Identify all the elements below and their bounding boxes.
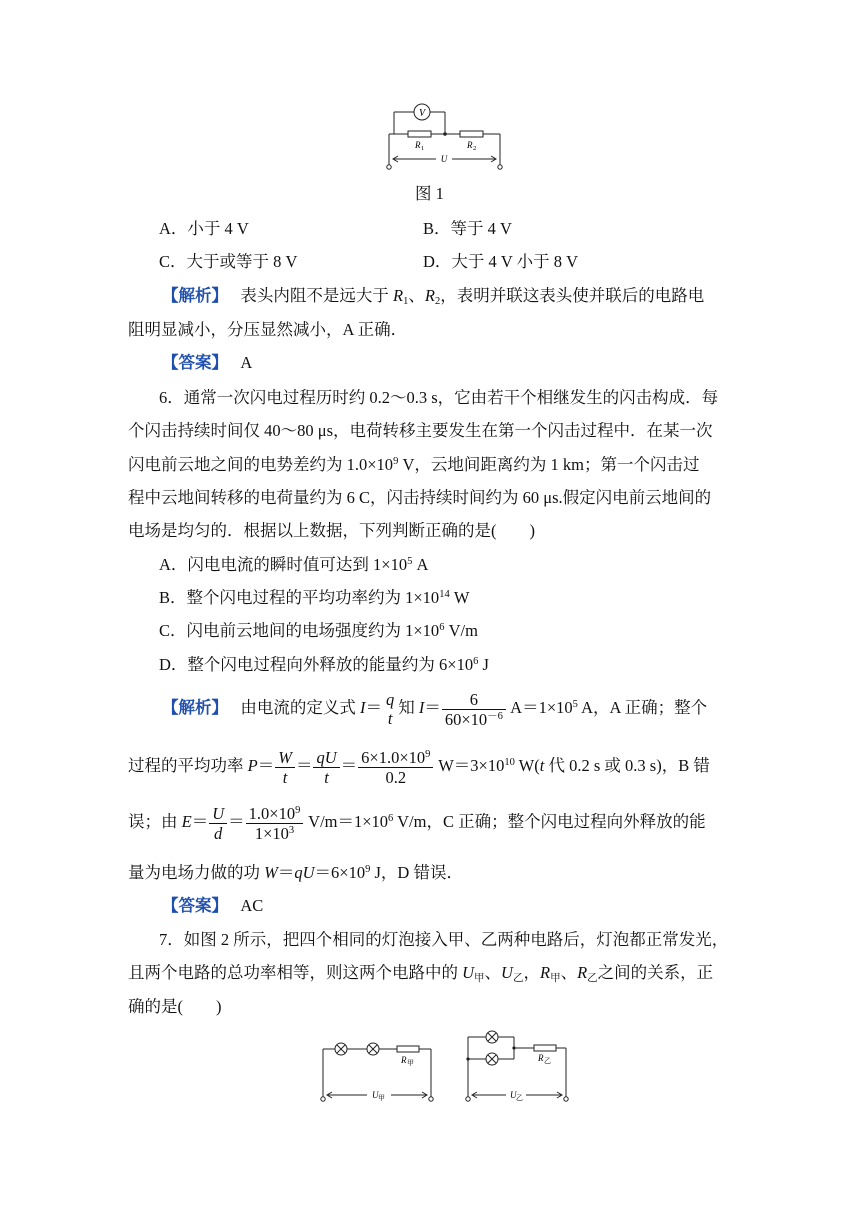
- q7-line-1: 7．如图 2 所示，把四个相同的灯泡接入甲、乙两种电路后，灯泡都正常发光，: [159, 930, 729, 949]
- answer-label: 【答案】: [162, 353, 228, 372]
- answer-value: AC: [240, 896, 264, 915]
- q6-line-3: 闪电前云地之间的电势差约为 $1.0\times 10^9$ V，云地间距离约为 1 km；第一个闪击过: [128, 455, 700, 474]
- q6-option-a: A．闪电电流的瞬时值可达到 $1\times 10^5$ A: [159, 555, 429, 574]
- figure-2-circuit-yi: [460, 1025, 575, 1107]
- analysis-label: 【解析】: [162, 286, 228, 305]
- q6-analysis-line-2: 过程的平均功率 P＝ $\frac{W}{t}$ ＝ $\frac{qU}{t}$ ＝ $\frac{6\times 1.0\times 10^9}{0.2}$ $W=3\times 10^{10}$ W(t 代 0.2 s 或 0.3 s)，B 错: [128, 747, 710, 787]
- resistor-r2: [460, 131, 483, 137]
- answer-value: A: [240, 353, 253, 372]
- r2-subscript: 2: [473, 145, 477, 152]
- fraction-current: $\frac{6}{60\times 10^{-6}}$: [442, 690, 506, 729]
- fraction-u-over-d: $\frac{U}{d}$: [209, 804, 227, 843]
- answer-label: 【答案】: [162, 896, 228, 915]
- fraction-qu-over-t: $\frac{qU}{t}$: [313, 748, 339, 787]
- q5-analysis-line-1: 【解析】 表头内阻不是远大于 $R_1$、$R_2$，表明并联这表头使并联后的电路电: [162, 286, 705, 307]
- r2-label: R: [467, 140, 473, 150]
- q6-option-c: C．闪电前云地间的电场强度约为 $1\times 10^6$ V/m: [159, 621, 478, 640]
- figure-1-caption: 图 1: [415, 184, 444, 203]
- q5-option-a: A．小于 4 V: [159, 219, 249, 238]
- analysis-label: 【解析】: [162, 698, 228, 717]
- q6-answer: [162, 896, 263, 916]
- q6-option-d: D．整个闪电过程向外释放的能量约为 $6\times 10^6$ J: [159, 655, 489, 674]
- r-yi-subscript: 乙: [544, 1057, 551, 1065]
- u-label: U: [440, 154, 448, 164]
- q5-option-d: D．大于 4 V 小于 8 V: [423, 252, 579, 271]
- voltmeter-label: V: [418, 108, 426, 119]
- resistor-r-jia: [397, 1046, 419, 1052]
- resistor-r-yi: [534, 1045, 556, 1051]
- q6-analysis-line-4: 量为电场力做的功 $W=qU=6\times 10^9$ J，D 错误．: [128, 863, 463, 882]
- q5-analysis-line-2: 阻明显减小，分压显然减小，A 正确．: [128, 320, 408, 339]
- r1-subscript: 1: [421, 145, 425, 152]
- r-yi-label: R: [538, 1053, 544, 1063]
- q7-line-2: 且两个电路的总功率相等，则这两个电路中的 $U_甲$、$U_乙$，$R_甲$、$R_乙$之间的关系，正: [128, 963, 714, 984]
- fraction-field: $\frac{1.0\times 10^9}{1\times 10^3}$: [246, 804, 304, 843]
- q6-option-b: B．整个闪电过程的平均功率约为 $1\times 10^{14}$ W: [159, 588, 470, 607]
- q6-line-4: 程中云地间转移的电荷量约为 6 C，闪击持续时间约为 60 μs.假定闪电前云地间的: [128, 488, 712, 507]
- q5-option-b: B．等于 4 V: [423, 219, 512, 238]
- figure-2-circuit-jia: [315, 1035, 440, 1107]
- u-yi-subscript: 乙: [516, 1094, 523, 1102]
- u-jia-subscript: 甲: [378, 1094, 385, 1102]
- r-jia-label: R: [401, 1055, 407, 1065]
- fraction-q-over-t: q t: [386, 690, 395, 729]
- fraction-power: $\frac{6\times 1.0\times 10^9}{0.2}$: [358, 748, 433, 787]
- u-jia-label: U: [372, 1090, 379, 1100]
- figure-1-circuit: [380, 100, 510, 172]
- q6-line-2: 个闪击持续时间仅 40～80 μs，电荷转移主要发生在第一个闪击过程中．在某一次: [128, 421, 713, 440]
- r1-label: R: [415, 140, 421, 150]
- q6-analysis-line-3: 误；由 E＝ $\frac{U}{d}$ ＝ $\frac{1.0\times 10^9}{1\times 10^3}$ $V/m=1\times 10^6$ V/m，C 正确；整个闪电过程向外释放的能: [128, 803, 706, 843]
- fraction-w-over-t: $\frac{W}{t}$: [275, 748, 295, 787]
- resistor-r1: [408, 131, 431, 137]
- q5-answer: [162, 353, 252, 373]
- q6-line-1: 6．通常一次闪电过程历时约 0.2～0.3 s，它由若干个相继发生的闪击构成．每: [159, 388, 719, 407]
- q7-line-3: 确的是( ): [128, 997, 222, 1016]
- r-jia-subscript: 甲: [407, 1059, 414, 1067]
- u-yi-label: U: [510, 1090, 517, 1100]
- q6-line-5: 电场是均匀的．根据以上数据，下列判断正确的是( ): [128, 521, 535, 540]
- q6-analysis-line-1: 【解析】 由电流的定义式 I＝ q t 知 I＝ $\frac{6}{60\times 10^{-6}}$ $A=1\times 10^5$ A，A 正确；整个: [162, 689, 708, 729]
- q5-option-c: C．大于或等于 8 V: [159, 252, 298, 271]
